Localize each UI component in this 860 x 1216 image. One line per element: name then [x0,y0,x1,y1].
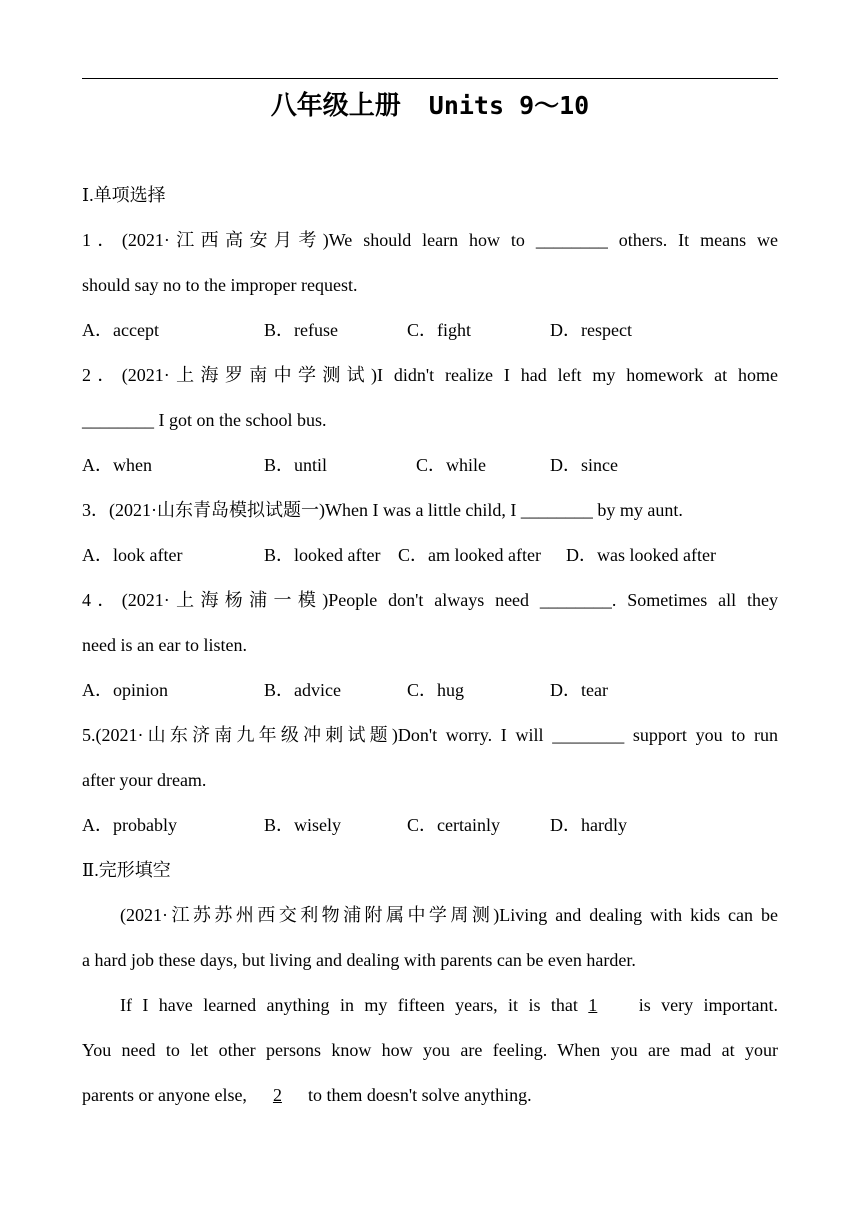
option-a: A．when [82,455,152,475]
option-a: A．accept [82,320,159,340]
option-b: B．until [264,455,328,475]
section-heading-cloze: Ⅱ.完形填空 [82,860,171,880]
passage-text: If I have learned anything in my fifteen years, it is that [120,995,578,1015]
option-d: D．tear [550,680,608,700]
passage-p2-line-3 [82,1080,778,1110]
passage-text: is very important. [638,995,779,1015]
cloze-blank-1: 1 [588,995,598,1015]
question-2-options [82,450,778,480]
title-units: Units 9～10 [428,91,590,120]
option-c: C．am looked after [398,545,541,565]
option-c: C．hug [407,680,465,700]
question-2-line-1: 2．(2021·上海罗南中学测试)I didn't realize I had left my homework at home [82,365,778,385]
question-5-line-1: 5.(2021·山东济南九年级冲刺试题)Don't worry. I will ________ support you to run [82,725,778,745]
option-b: B．advice [264,680,341,700]
passage-text: to them doesn't solve anything. [307,1085,532,1105]
option-d: D．hardly [550,815,627,835]
question-2-line-2: ________ I got on the school bus. [82,410,327,430]
question-1-options [82,315,778,345]
passage-p2-line-1 [120,990,778,1020]
option-a: A．look after [82,545,183,565]
question-3-options [82,540,778,570]
page-title [82,88,778,124]
cloze-blank-2: 2 [272,1085,282,1105]
question-5-options [82,810,778,840]
question-4-line-2: need is an ear to listen. [82,635,247,655]
question-1-line-2: should say no to the improper request. [82,275,358,295]
passage-p2-line-2: You need to let other persons know how you are feeling. When you are mad at your [82,1040,778,1060]
option-a: A．probably [82,815,177,835]
question-4-line-1: 4．(2021·上海杨浦一模)People don't always need ________. Sometimes all they [82,590,778,610]
option-b: B．refuse [264,320,338,340]
option-c: C．while [416,455,486,475]
option-a: A．opinion [82,680,169,700]
option-c: C．fight [407,320,472,340]
option-b: B．wisely [264,815,342,835]
question-4-options [82,675,778,705]
passage-text: parents or anyone else, [82,1085,247,1105]
option-d: D．respect [550,320,632,340]
question-1-line-1: 1．(2021·江西高安月考)We should learn how to ________ others. It means we [82,230,778,250]
option-d: D．was looked after [566,545,716,565]
title-grade: 八年级上册 [270,91,401,121]
passage-p1-line-2: a hard job these days, but living and dealing with parents can be even harder. [82,950,636,970]
question-3-line-1: 3．(2021·山东青岛模拟试题一)When I was a little child, I ________ by my aunt. [82,500,683,520]
option-d: D．since [550,455,618,475]
option-c: C．certainly [407,815,500,835]
question-5-line-2: after your dream. [82,770,207,790]
header-rule [82,78,778,79]
option-b: B．looked after [264,545,381,565]
passage-p1-line-1: (2021·江苏苏州西交利物浦附属中学周测)Living and dealing with kids can be [120,905,778,925]
section-heading-single-choice: Ⅰ.单项选择 [82,185,166,205]
